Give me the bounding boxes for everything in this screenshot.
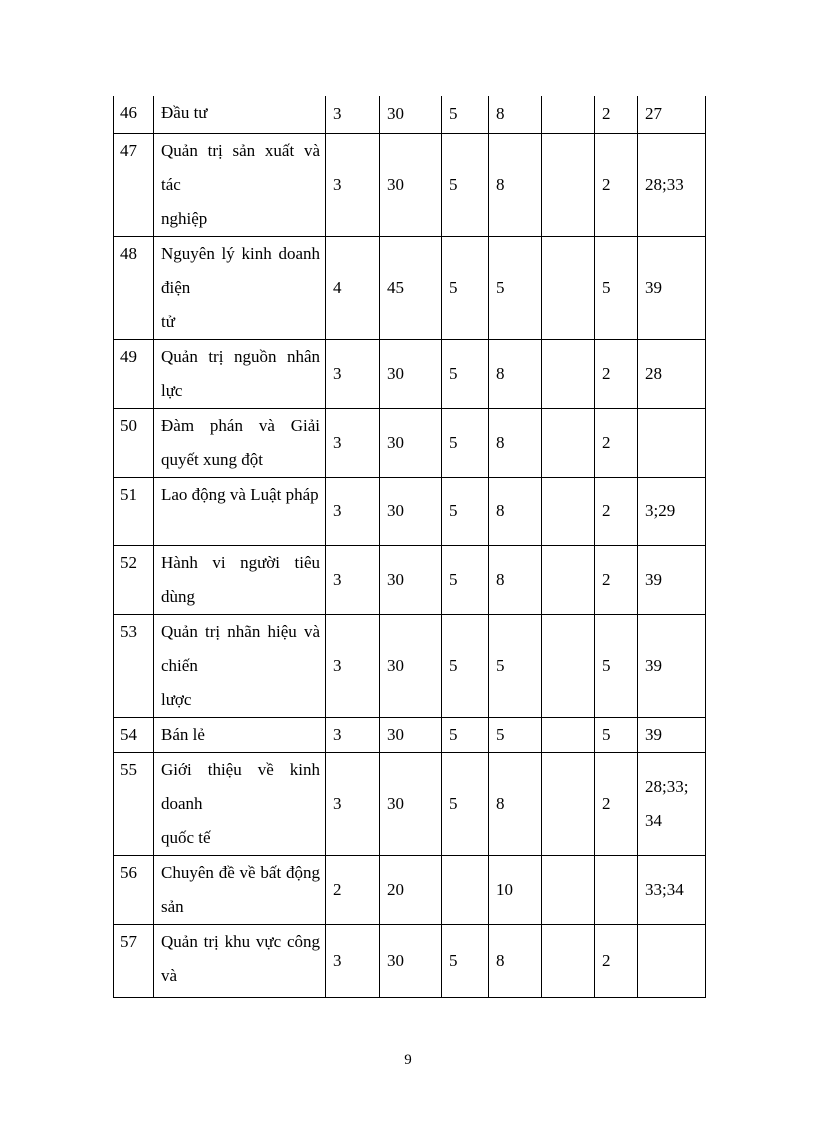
value-cell-3: 5: [442, 924, 489, 997]
credits-cell: 3: [326, 408, 380, 477]
hours-cell: 45: [380, 236, 442, 339]
credits-cell: 3: [326, 614, 380, 717]
course-name-cell: Đầu tư: [154, 96, 326, 133]
course-table: [113, 96, 706, 998]
value-cell-5: [542, 236, 595, 339]
credits-cell: 4: [326, 236, 380, 339]
value-cell-4: 8: [489, 477, 542, 545]
prerequisite-cell: 27: [638, 96, 706, 133]
credits-cell: 3: [326, 477, 380, 545]
value-cell-6: 2: [595, 408, 638, 477]
row-number-cell: 46: [114, 96, 154, 133]
table-row: [114, 614, 706, 717]
table-row: [114, 408, 706, 477]
hours-cell: 30: [380, 408, 442, 477]
value-cell-6: 5: [595, 236, 638, 339]
value-cell-3: 5: [442, 752, 489, 855]
value-cell-3: [442, 855, 489, 924]
table-row: [114, 752, 706, 855]
prerequisite-cell: 3;29: [638, 477, 706, 545]
value-cell-6: 2: [595, 477, 638, 545]
value-cell-5: [542, 408, 595, 477]
value-cell-4: 8: [489, 133, 542, 236]
credits-cell: 3: [326, 752, 380, 855]
credits-cell: 3: [326, 924, 380, 997]
value-cell-4: 8: [489, 752, 542, 855]
value-cell-6: [595, 855, 638, 924]
value-cell-5: [542, 96, 595, 133]
course-name-cell: Lao động và Luật pháp: [154, 477, 326, 545]
prerequisite-cell: 28;33: [638, 133, 706, 236]
credits-cell: 3: [326, 133, 380, 236]
table-row: [114, 133, 706, 236]
hours-cell: 30: [380, 133, 442, 236]
course-name-cell: Đàm phán và Giải quyết xung đột: [154, 408, 326, 477]
prerequisite-cell: [638, 408, 706, 477]
prerequisite-cell: 39: [638, 545, 706, 614]
table-body: [114, 96, 706, 997]
value-cell-5: [542, 752, 595, 855]
credits-cell: 3: [326, 96, 380, 133]
row-number-cell: 50: [114, 408, 154, 477]
value-cell-3: 5: [442, 477, 489, 545]
row-number-cell: 49: [114, 339, 154, 408]
prerequisite-cell: 39: [638, 717, 706, 752]
course-name-cell: Nguyên lý kinh doanh điện tử: [154, 236, 326, 339]
hours-cell: 30: [380, 717, 442, 752]
value-cell-6: 2: [595, 924, 638, 997]
table-row: [114, 339, 706, 408]
credits-cell: 2: [326, 855, 380, 924]
course-name-cell: Quản trị nguồn nhân lực: [154, 339, 326, 408]
table-row: [114, 924, 706, 997]
table-row: [114, 477, 706, 545]
value-cell-6: 2: [595, 545, 638, 614]
row-number-cell: 55: [114, 752, 154, 855]
course-name-cell: Quản trị nhãn hiệu và chiến lược: [154, 614, 326, 717]
table-row: [114, 236, 706, 339]
value-cell-6: 5: [595, 717, 638, 752]
value-cell-4: 8: [489, 924, 542, 997]
course-name-cell: Hành vi người tiêu dùng: [154, 545, 326, 614]
value-cell-4: 5: [489, 614, 542, 717]
value-cell-4: 8: [489, 545, 542, 614]
value-cell-3: 5: [442, 96, 489, 133]
credits-cell: 3: [326, 545, 380, 614]
hours-cell: 30: [380, 924, 442, 997]
value-cell-4: 5: [489, 717, 542, 752]
credits-cell: 3: [326, 339, 380, 408]
hours-cell: 30: [380, 752, 442, 855]
course-name-cell: Chuyên đề về bất động sản: [154, 855, 326, 924]
prerequisite-cell: 28;33; 34: [638, 752, 706, 855]
value-cell-4: 10: [489, 855, 542, 924]
course-name-cell: Quản trị khu vực công và: [154, 924, 326, 997]
value-cell-6: 2: [595, 96, 638, 133]
row-number-cell: 52: [114, 545, 154, 614]
hours-cell: 30: [380, 545, 442, 614]
value-cell-6: 2: [595, 752, 638, 855]
value-cell-6: 2: [595, 339, 638, 408]
value-cell-5: [542, 477, 595, 545]
value-cell-6: 2: [595, 133, 638, 236]
value-cell-4: 8: [489, 408, 542, 477]
value-cell-5: [542, 545, 595, 614]
value-cell-5: [542, 855, 595, 924]
value-cell-3: 5: [442, 614, 489, 717]
value-cell-4: 8: [489, 96, 542, 133]
course-name-cell: Giới thiệu về kinh doanh quốc tế: [154, 752, 326, 855]
hours-cell: 30: [380, 339, 442, 408]
table-row: [114, 545, 706, 614]
hours-cell: 20: [380, 855, 442, 924]
row-number-cell: 51: [114, 477, 154, 545]
row-number-cell: 53: [114, 614, 154, 717]
value-cell-4: 5: [489, 236, 542, 339]
hours-cell: 30: [380, 477, 442, 545]
value-cell-5: [542, 717, 595, 752]
value-cell-5: [542, 924, 595, 997]
value-cell-3: 5: [442, 133, 489, 236]
value-cell-5: [542, 339, 595, 408]
credits-cell: 3: [326, 717, 380, 752]
page-number: 9: [404, 1052, 412, 1068]
prerequisite-cell: 39: [638, 614, 706, 717]
value-cell-5: [542, 133, 595, 236]
value-cell-3: 5: [442, 339, 489, 408]
prerequisite-cell: 33;34: [638, 855, 706, 924]
row-number-cell: 56: [114, 855, 154, 924]
value-cell-4: 8: [489, 339, 542, 408]
hours-cell: 30: [380, 614, 442, 717]
value-cell-5: [542, 614, 595, 717]
value-cell-3: 5: [442, 545, 489, 614]
course-name-cell: Bán lẻ: [154, 717, 326, 752]
row-number-cell: 57: [114, 924, 154, 997]
value-cell-6: 5: [595, 614, 638, 717]
value-cell-3: 5: [442, 717, 489, 752]
table-row: [114, 717, 706, 752]
hours-cell: 30: [380, 96, 442, 133]
row-number-cell: 54: [114, 717, 154, 752]
row-number-cell: 47: [114, 133, 154, 236]
value-cell-3: 5: [442, 408, 489, 477]
row-number-cell: 48: [114, 236, 154, 339]
prerequisite-cell: 28: [638, 339, 706, 408]
table-row: [114, 855, 706, 924]
value-cell-3: 5: [442, 236, 489, 339]
prerequisite-cell: [638, 924, 706, 997]
table-row: [114, 96, 706, 133]
course-name-cell: Quản trị sản xuất và tác nghiệp: [154, 133, 326, 236]
prerequisite-cell: 39: [638, 236, 706, 339]
